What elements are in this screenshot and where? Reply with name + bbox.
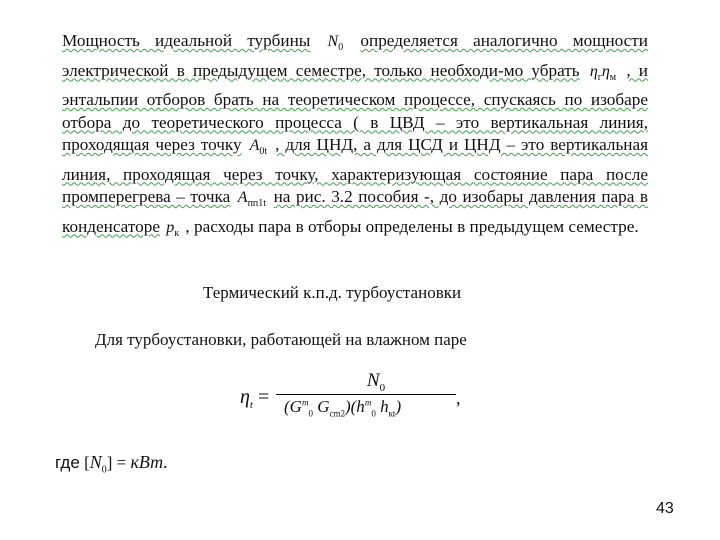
symbol-App1t: $A_{пп1t}$ <box>237 189 267 210</box>
paragraph-text-2: определяется аналогично мощности электрической в предыдущем семестре, только необходи-мо убрать <box>62 31 649 80</box>
fraction-bar <box>276 394 456 395</box>
formula-denominator: ($G^m_0$ $G_{cm2})(h^m_0$ $h_{кt}$) <box>284 397 402 419</box>
section-subheading: Для турбоустановки, работающей на влажном паре <box>95 330 467 349</box>
formula-numerator: $N_0$ <box>366 370 386 394</box>
formula-lhs: $\eta_t$ = <box>240 386 270 411</box>
paragraph-text-1: Мощность идеальной турбины <box>62 31 311 50</box>
paragraph-text-5: на рис. 3.2 пособия -, до изобары давления пара в конденсаторе <box>62 187 649 236</box>
symbol-N0: $N_0$ <box>327 33 344 54</box>
paragraph-text-6: , расходы пара в отборы определены в предыдущем семестре. <box>185 216 639 236</box>
units-definition: где $[N_0]$ = кВт. <box>55 452 168 476</box>
symbol-A0t: $A_{0t}$ <box>249 137 268 158</box>
paragraph-text-3: , и энтальпии отборов брать на теоретическом процессе, спускаясь по изобаре отбора до теоретического процесса ( в ЦВД – это вертикальная линия, проходящая через точку <box>62 60 648 154</box>
symbol-pk: $p_к$ <box>166 218 180 239</box>
paragraph-text-4: , для ЦНД, а для ЦСД и ЦНД – это вертикальная линия, проходящая через точку, характеризующая состояние пара после промперегрева – точка <box>62 135 649 206</box>
page-number: 43 <box>656 500 674 517</box>
body-paragraph <box>62 30 648 245</box>
formula-fraction <box>276 370 476 418</box>
symbol-eta-g-eta-m: $\eta_г\eta_м$ <box>589 62 617 83</box>
thermal-efficiency-formula <box>240 370 480 430</box>
section-heading: Термический к.п.д. турбоустановки <box>203 283 462 302</box>
formula-comma: , <box>456 388 461 408</box>
